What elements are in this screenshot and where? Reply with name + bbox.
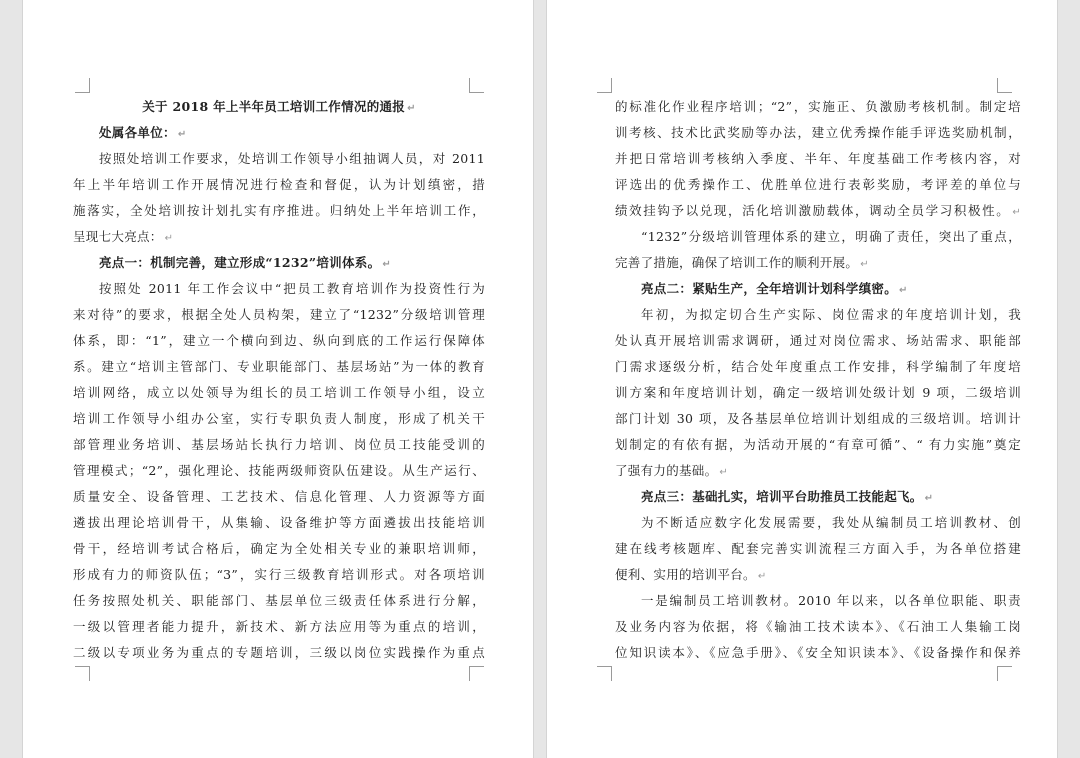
text-line: 遴拔出理论培训骨干，从集输、设备维护等方面遴拔出技能培训 xyxy=(73,515,485,530)
crop-mark-bottom-right xyxy=(997,666,1012,681)
document-title: 关于 2018 年上半年员工培训工作情况的通报 ↵ xyxy=(142,99,416,114)
crop-mark-top-right xyxy=(997,78,1012,93)
text-line: 培训工作领导小组办公室，实行专职负责人制度，形成了机关干 xyxy=(73,411,485,426)
text-line: 任务按照处机关、职能部门、基层单位三级责任体系进行分解， xyxy=(73,593,485,608)
text-line: 体系，即：“1”，建立一个横向到边、纵向到底的工作运行保障体 xyxy=(73,333,485,348)
text-line: 来对待”的要求，根据全处人员构架，建立了“1232”分级培训管理 xyxy=(73,307,485,322)
text-line: 施落实，全处培训按计划扎实有序推进。归纳处上半年培训工作， xyxy=(73,203,485,218)
crop-mark-bottom-left xyxy=(75,666,90,681)
text-line: 训方案和年度培训计划，确定一级培训处级计划 9 项，二级培训 xyxy=(615,385,1021,400)
text-line: “1232”分级培训管理体系的建立，明确了责任，突出了重点， xyxy=(641,229,1021,244)
crop-mark-bottom-left xyxy=(597,666,612,681)
text-line: 部管理业务培训、基层场站长执行力培训、岗位员工技能受训的 xyxy=(73,437,485,452)
text-line: 骨干，经培训考试合格后，确定为全处相关专业的兼职培训师， xyxy=(73,541,485,556)
text-line: 一级以管理者能力提升，新技术、新方法应用等为重点的培训， xyxy=(73,619,485,634)
document-page-right xyxy=(546,0,1058,758)
text-line: 完善了措施，确保了培训工作的顺利开展。 ↵ xyxy=(615,255,869,270)
crop-mark-top-left xyxy=(75,78,90,93)
text-line: 门需求逐级分析，结合处年度重点工作安排，科学编制了年度培 xyxy=(615,359,1021,374)
text-line: 按照处 2011 年工作会议中“把员工教育培训作为投资性行为 xyxy=(99,281,485,296)
crop-mark-top-left xyxy=(597,78,612,93)
text-line: 及业务内容为依据，将《输油工技术读本》、《石油工人集输工岗 xyxy=(615,619,1021,634)
document-page-left xyxy=(22,0,534,758)
text-line: 并把日常培训考核纳入季度、半年、年度基础工作考核内容，对 xyxy=(615,151,1021,166)
crop-mark-top-right xyxy=(469,78,484,93)
text-line: 年上半年培训工作开展情况进行检查和督促，认为计划缜密，措 xyxy=(73,177,485,192)
right-page-text[interactable] xyxy=(615,94,1021,666)
text-line: 一是编制员工培训教材。2010 年以来，以各单位职能、职责 xyxy=(641,593,1021,608)
text-line: 训考核、技术比武奖励等办法，建立优秀操作能手评选奖励机制， xyxy=(615,125,1021,140)
text-line: 绩效挂钩予以兑现，活化培训激励载体，调动全员学习积极性。 ↵ xyxy=(615,203,1021,218)
crop-mark-bottom-right xyxy=(469,666,484,681)
salutation: 处属各单位： ↵ xyxy=(99,125,187,140)
heading-highlight-3: 亮点三：基础扎实，培训平台助推员工技能起飞。 ↵ xyxy=(641,489,934,504)
text-line: 便利、实用的培训平台。 ↵ xyxy=(615,567,767,582)
text-line: 质量安全、设备管理、工艺技术、信息化管理、人力资源等方面 xyxy=(73,489,485,504)
text-line: 呈现七大亮点： ↵ xyxy=(73,229,174,244)
text-line: 处认真开展培训需求调研，通过对岗位需求、场站需求、职能部 xyxy=(615,333,1021,348)
text-line: 培训网络，成立以处领导为组长的员工培训工作领导小组，设立 xyxy=(73,385,485,400)
text-line: 的标准化作业程序培训；“2”，实施正、负激励考核机制。制定培 xyxy=(615,99,1021,114)
text-line: 二级以专项业务为重点的专题培训，三级以岗位实践操作为重点 xyxy=(73,645,485,660)
text-line: 形成有力的师资队伍；“3”，实行三级教育培训形式。对各项培训 xyxy=(73,567,485,582)
text-line: 评选出的优秀操作工、优胜单位进行表彰奖励，考评差的单位与 xyxy=(615,177,1021,192)
text-line: 划制定的有依有据，为活动开展的“有章可循”、“ 有力实施”奠定 xyxy=(615,437,1021,452)
text-line: 管理模式；“2”，强化理论、技能两级师资队伍建设。从生产运行、 xyxy=(73,463,485,478)
text-line: 部门计划 30 项，及各基层单位培训计划组成的三级培训。培训计 xyxy=(615,411,1021,426)
text-line: 建在线考核题库、配套完善实训流程三方面入手，为各单位搭建 xyxy=(615,541,1021,556)
text-line: 年初，为拟定切合生产实际、岗位需求的年度培训计划，我 xyxy=(641,307,1021,322)
text-line: 系。建立“培训主管部门、专业职能部门、基层场站”为一体的教育 xyxy=(73,359,485,374)
heading-highlight-1: 亮点一：机制完善，建立形成“1232”培训体系。 ↵ xyxy=(99,255,392,270)
text-line: 位知识读本》、《应急手册》、《安全知识读本》、《设备操作和保养 xyxy=(615,645,1021,660)
text-line: 了强有力的基础。 ↵ xyxy=(615,463,729,478)
left-page-text[interactable] xyxy=(73,94,485,666)
text-line: 为不断适应数字化发展需要，我处从编制员工培训教材、创 xyxy=(641,515,1021,530)
heading-highlight-2: 亮点二：紧贴生产，全年培训计划科学缜密。 ↵ xyxy=(641,281,908,296)
text-line: 按照处培训工作要求，处培训工作领导小组抽调人员，对 2011 xyxy=(99,151,485,166)
